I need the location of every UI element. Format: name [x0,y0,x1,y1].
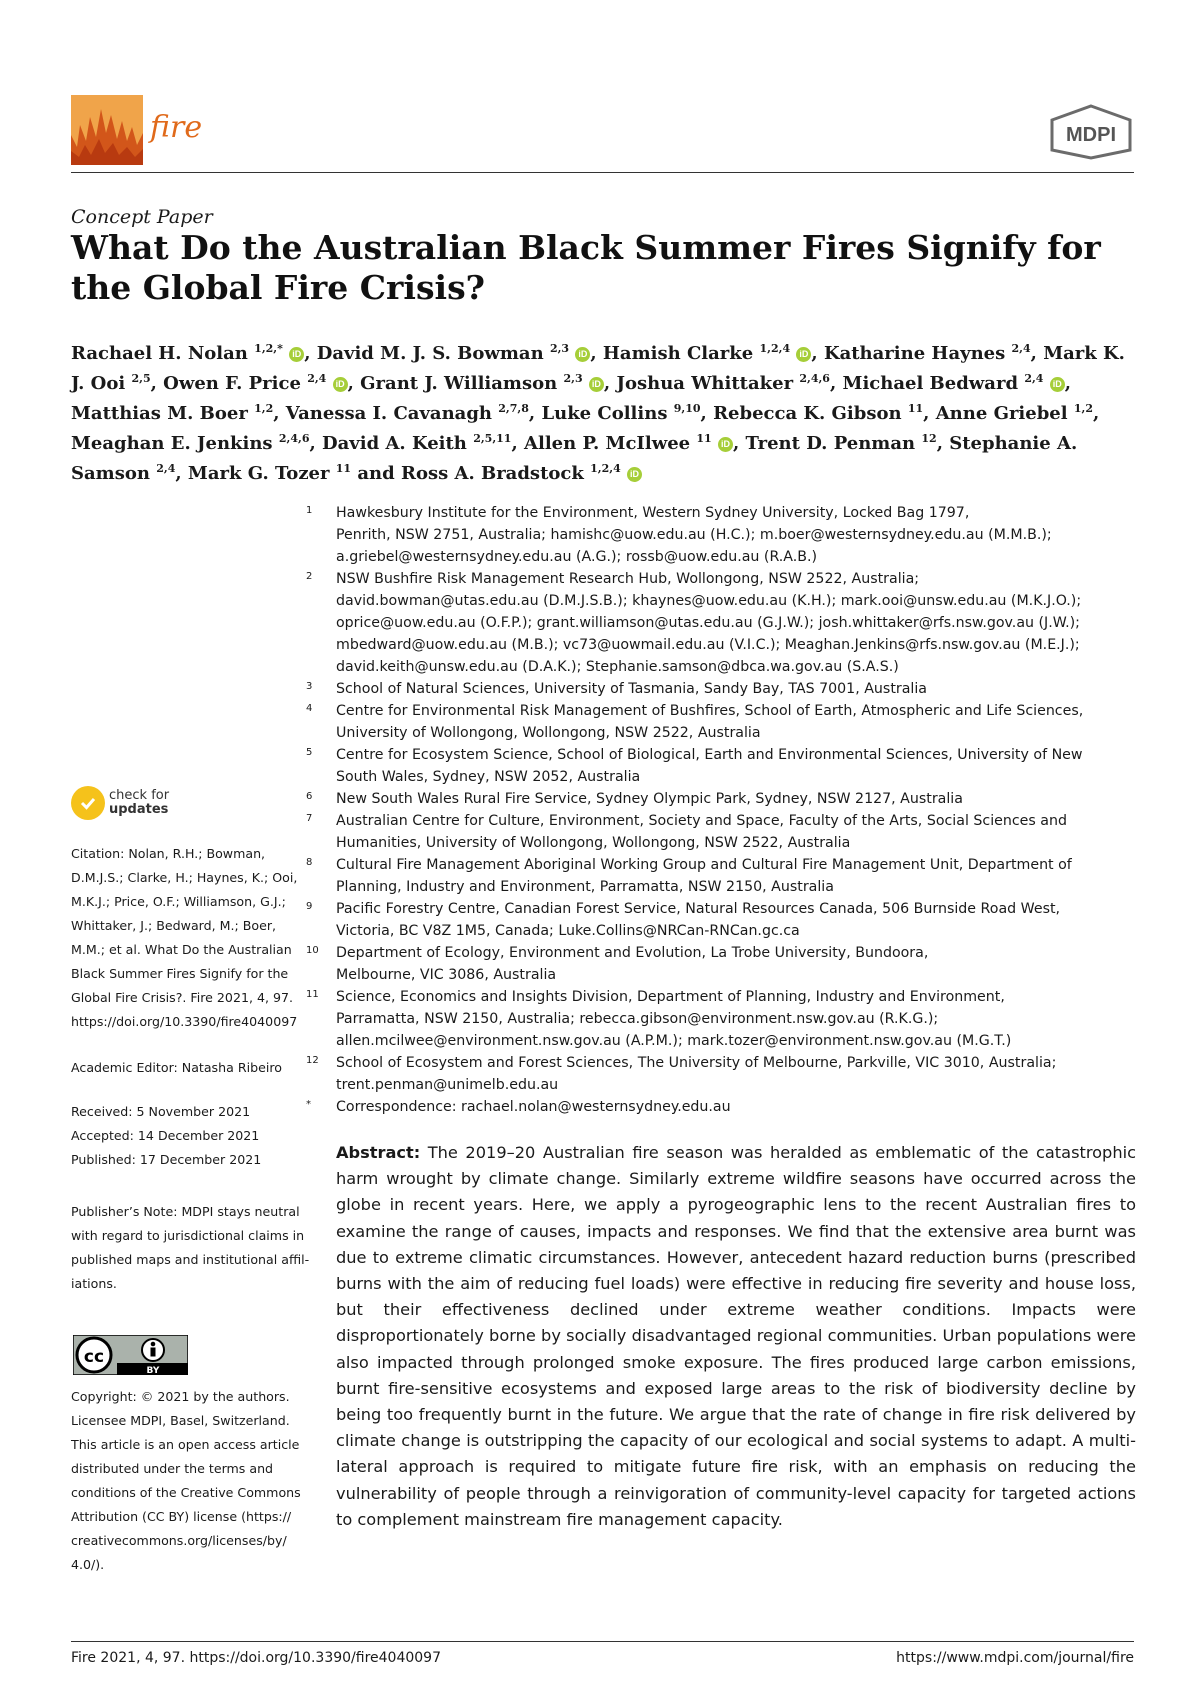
author-name: Allen P. McIlwee [524,433,691,454]
affiliation-line: Science, Economics and Insights Division, Department of Planning, Industry and Environment, [336,989,1005,1005]
affiliation-line: Cultural Fire Management Aboriginal Working Group and Cultural Fire Management Unit, Department of [336,857,1072,873]
author-affiliation-sup: 1,2,4 [759,342,791,355]
affiliation-line: mbedward@uow.edu.au (M.B.); vc73@uowmail.edu.au (V.I.C.); Meaghan.Jenkins@rfs.nsw.gov.au (M.E.J.); [336,637,1080,653]
affiliation-number: 7 [306,813,313,824]
affiliation-item [306,788,1136,810]
author-affiliation-sup: 9,10 [673,402,701,415]
affiliation-number: 12 [306,1055,319,1066]
affiliation-item [306,898,1136,942]
author-affiliation-sup: 2,3 [549,342,570,355]
check-for-updates-badge[interactable] [71,786,169,820]
affiliation-item [306,502,1136,568]
cc-by-license-icon [73,1335,188,1375]
author-affiliation-sup: 11 [907,402,924,415]
fire-journal-logo-icon [71,95,143,165]
mdpi-logo-text: MDPI [1066,124,1116,146]
author-name: Rebecca K. Gibson [713,403,902,424]
author-conjunction: and [357,463,395,484]
journal-name: fire [150,110,203,145]
affiliation-item [306,1096,1136,1118]
footer-journal-link[interactable]: https://www.mdpi.com/journal/fire [896,1650,1134,1666]
author-affiliation-sup: 12 [921,432,937,445]
orcid-icon[interactable]: iD [1050,377,1065,392]
copyright-block [71,1385,316,1577]
affiliations-list [306,502,1136,1118]
author-name: David M. J. S. Bowman [316,343,544,364]
affiliation-item [306,568,1136,678]
abstract [336,1140,1136,1533]
author-name: Michael Bedward [842,373,1019,394]
author-affiliation-sup: 2,7,8 [498,402,529,415]
affiliation-line: Planning, Industry and Environment, Parramatta, NSW 2150, Australia [336,879,834,895]
updates-label: updates [109,802,169,817]
affiliation-line: Hawkesbury Institute for the Environment, Western Sydney University, Locked Bag 1797, [336,505,970,521]
affiliation-number: 2 [306,571,313,582]
author-affiliation-sup: 11 [696,432,712,445]
author-name: Anne Griebel [935,403,1068,424]
affiliation-line: Victoria, BC V8Z 1M5, Canada; Luke.Collins@NRCan-RNCan.gc.ca [336,923,800,939]
date-line: Accepted: 14 December 2021 [71,1128,260,1143]
copyright-line: Copyright: © 2021 by the authors. [71,1389,290,1404]
check-for-label: check for [109,788,170,803]
citation-line: Whittaker, J.; Bedward, M.; Boer, [71,918,277,933]
affiliation-line: Pacific Forestry Centre, Canadian Forest Service, Natural Resources Canada, 506 Burnside Road West, [336,901,1061,917]
author-name: Owen F. Price [163,373,301,394]
publishers-note-line: with regard to jurisdictional claims in [71,1228,305,1243]
publishers-note-line: iations. [71,1276,117,1291]
author-name: Mark K. J. Ooi [71,343,1125,394]
citation-line: M.K.J.; Price, O.F.; Williamson, G.J.; [71,894,286,909]
affiliation-number: 1 [306,505,313,516]
publishers-note [71,1200,316,1296]
author-list: Rachael H. Nolan $^{1,2,*}$ iD , David M. J. S. Bowman $^{2,3}$ iD , Hamish Clarke $^{1,2,4}$ iD , Katharine Haynes $^{2,4}$, Mark K. J. Ooi $^{2,5}$, Owen F. Price $^{2,4}$ iD , Grant J. Williamson $^{2,3}$ iD , Joshua Whittaker $^{2,4,6}$, Michael Bedward $^{2,4}$ iD , Matthias M. Boer $^{1,2}$, Vanessa I. Cavanagh $^{2,7,8}$, Luke Collins $^{9,10}$, Rebecca K. Gibson $^{11}$, Anne Griebel $^{1,2}$, Meaghan E. Jenkins $^{2,4,6}$, David A. Keith $^{2,5,11}$, Allen P. McIlwee $^{11}$ iD , Trent D. Penman $^{12}$, Stephanie A. Samson $^{2,4}$, Mark G. Tozer $^{11}$ and Ross A. Bradstock $^{1,2,4}$ iD [71,342,1125,484]
affiliation-line: School of Natural Sciences, University of Tasmania, Sandy Bay, TAS 7001, Australia [336,681,927,697]
affiliation-number: 3 [306,681,313,692]
author-affiliation-sup: 2,4 [307,372,327,385]
date-line: Published: 17 December 2021 [71,1152,262,1167]
mdpi-logo-icon [1048,104,1134,160]
affiliation-line: allen.mcilwee@environment.nsw.gov.au (A.P.M.); mark.tozer@environment.nsw.gov.au (M.G.T.) [336,1033,1012,1049]
citation-line: https://doi.org/10.3390/fire4040097 [71,1014,298,1029]
header-rule [71,172,1134,173]
abstract-text: The 2019–20 Australian fire season was heralded as emblematic of the catastrophic harm wrought by climate change. Similarly extreme wildfire seasons have occurred across the globe in recent years. Here, we apply a pyrogeographic lens to the recent Australian fires to examine the range of causes, impacts and responses. We find that the extensive area burnt was due to extreme climatic circumstances. However, antecedent hazard reduction burns (prescribed burns with the aim of reducing fuel loads) were effective in reducing fire severity and house loss, but their effectiveness declined under extreme weather conditions. Impacts were disproportionately borne by socially disadvantaged regional communities. Urban populations were also impacted through prolonged smoke exposure. The fires produced large carbon emissions, burnt fire-sensitive ecosystems and exposed large areas to the risk of biodiversity decline by being too frequently burnt in the future. We argue that the rate of change in fire risk delivered by climate change is outstripping the capacity of our ecological and social systems to adapt. A multi-lateral approach is required to mitigate future fire risk, with an emphasis on reducing the vulnerability of people through a reinvigoration of community-level capacity for targeted actions to complement mainstream fire management capacity. [336,1143,1136,1529]
author-name: Hamish Clarke [602,343,754,364]
orcid-icon[interactable]: iD [575,347,590,362]
orcid-icon[interactable]: iD [718,437,733,452]
affiliation-line: Parramatta, NSW 2150, Australia; rebecca.gibson@environment.nsw.gov.au (R.K.G.); [336,1011,939,1027]
author-name: Trent D. Penman [745,433,916,454]
footer-rule [71,1641,1134,1642]
copyright-line: distributed under the terms and [71,1461,274,1476]
affiliation-item [306,810,1136,854]
author-name: Ross A. Bradstock [400,463,584,484]
author-name: Matthias M. Boer [71,403,248,424]
author-affiliation-sup: 1,2 [254,402,274,415]
affiliation-line: david.bowman@utas.edu.au (D.M.J.S.B.); khaynes@uow.edu.au (K.H.); mark.ooi@unsw.edu.au (M.K.J.O.); [336,593,1082,609]
author-affiliation-sup: 1,2 [1073,402,1094,415]
author-affiliation-sup: 2,4 [1011,342,1031,355]
affiliation-item [306,744,1136,788]
affiliation-line: Australian Centre for Culture, Environment, Society and Space, Faculty of the Arts, Social Sciences and [336,813,1067,829]
paper-title: What Do the Australian Black Summer Fires Signify for the Global Fire Crisis? [71,228,1101,307]
author-affiliation-sup: 2,5,11 [473,432,512,445]
author-name: Joshua Whittaker [616,373,794,394]
affiliation-line: Centre for Ecosystem Science, School of Biological, Earth and Environmental Sciences, University of New [336,747,1083,763]
orcid-icon[interactable]: iD [333,377,348,392]
affiliation-line: New South Wales Rural Fire Service, Sydney Olympic Park, Sydney, NSW 2127, Australia [336,791,963,807]
affiliation-number: 4 [306,703,313,714]
author-name: Katharine Haynes [823,343,1006,364]
copyright-line: Licensee MDPI, Basel, Switzerland. [71,1413,290,1428]
affiliation-number: 11 [306,989,319,1000]
author-name: Stephanie A. Samson [71,433,1078,484]
copyright-line: Attribution (CC BY) license (https:// [71,1509,292,1524]
affiliation-item [306,854,1136,898]
academic-editor: Academic Editor: Natasha Ribeiro [71,1060,282,1075]
author-affiliation-sup: 2,4 [156,462,176,475]
date-line: Received: 5 November 2021 [71,1104,251,1119]
author-name: David A. Keith [322,433,467,454]
affiliation-line: Melbourne, VIC 3086, Australia [336,967,557,983]
affiliation-line: University of Wollongong, Wollongong, NSW 2522, Australia [336,725,761,741]
citation-line: Global Fire Crisis?. Fire 2021, 4, 97. [71,990,294,1005]
publishers-note-line: Publisher’s Note: MDPI stays neutral [71,1204,300,1219]
affiliation-line: South Wales, Sydney, NSW 2052, Australia [336,769,641,785]
affiliation-item [306,700,1136,744]
publication-dates [71,1100,316,1172]
affiliation-line: Penrith, NSW 2751, Australia; hamishc@uow.edu.au (H.C.); m.boer@westernsydney.edu.au (M.M.B.); [336,527,1052,543]
copyright-line: This article is an open access article [71,1437,300,1452]
author-name: Rachael H. Nolan [71,343,248,364]
citation-line: Black Summer Fires Signify for the [71,966,289,981]
affiliation-line: Correspondence: rachael.nolan@westernsydney.edu.au [336,1099,731,1115]
author-name: Grant J. Williamson [360,373,558,394]
affiliation-line: School of Ecosystem and Forest Sciences, The University of Melbourne, Parkville, VIC 3010, Australia; [336,1055,1057,1071]
affiliation-number: 8 [306,857,313,868]
citation-line: D.M.J.S.; Clarke, H.; Haynes, K.; Ooi, [71,870,298,885]
author-affiliation-sup: 1,2,4 [590,462,621,475]
orcid-icon[interactable]: iD [627,467,642,482]
author-affiliation-sup: 2,5 [131,372,151,385]
cc-glyph: cc [83,1347,105,1367]
affiliation-item [306,942,1136,986]
orcid-icon[interactable]: iD [589,377,604,392]
copyright-line: creativecommons.org/licenses/by/ [71,1533,287,1548]
affiliation-line: NSW Bushfire Risk Management Research Hub, Wollongong, NSW 2522, Australia; [336,571,920,587]
affiliation-number: * [306,1099,311,1110]
affiliation-line: Humanities, University of Wollongong, Wollongong, NSW 2522, Australia [336,835,851,851]
author-affiliation-sup: 2,4 [1024,372,1044,385]
affiliation-number: 9 [306,901,313,912]
copyright-line: conditions of the Creative Commons [71,1485,301,1500]
by-glyph: BY [146,1366,160,1375]
affiliation-line: trent.penman@unimelb.edu.au [336,1077,559,1093]
affiliation-line: Centre for Environmental Risk Management of Bushfires, School of Earth, Atmospheric and Life Sciences, [336,703,1084,719]
affiliation-item [306,986,1136,1052]
publishers-note-line: published maps and institutional affil- [71,1252,310,1267]
affiliation-line: a.griebel@westernsydney.edu.au (A.G.); rossb@uow.edu.au (R.A.B.) [336,549,818,565]
author-name: Vanessa I. Cavanagh [285,403,492,424]
abstract-label: Abstract: [336,1143,421,1162]
checkmark-icon [71,786,105,820]
paper-type: Concept Paper [71,206,213,228]
orcid-icon[interactable]: iD [796,347,811,362]
affiliation-number: 6 [306,791,313,802]
author-affiliation-sup: 2,3 [563,372,583,385]
affiliation-line: Department of Ecology, Environment and Evolution, La Trobe University, Bundoora, [336,945,929,961]
copyright-line: 4.0/). [71,1557,105,1572]
affiliation-number: 5 [306,747,313,758]
footer-citation: Fire 2021, 4, 97. https://doi.org/10.3390/fire4040097 [71,1650,441,1666]
author-name: Luke Collins [541,403,668,424]
author-affiliation-sup: 11 [335,462,352,475]
affiliation-line: david.keith@unsw.edu.au (D.A.K.); Stephanie.samson@dbca.wa.gov.au (S.A.S.) [336,659,899,675]
affiliation-item [306,1052,1136,1096]
orcid-icon[interactable]: iD [289,347,304,362]
author-affiliation-sup: 1,2,* [254,342,283,355]
author-affiliation-sup: 2,4,6 [278,432,310,445]
citation-block [71,842,316,1034]
citation-line: M.M.; et al. What Do the Australian [71,942,292,957]
citation-line: Citation: Nolan, R.H.; Bowman, [71,846,266,861]
affiliation-item [306,678,1136,700]
author-affiliation-sup: 2,4,6 [799,372,830,385]
author-name: Mark G. Tozer [187,463,330,484]
author-name: Meaghan E. Jenkins [71,433,273,454]
affiliation-line: oprice@uow.edu.au (O.F.P.); grant.williamson@utas.edu.au (G.J.W.); josh.whittaker@rfs.nsw.gov.au (J.W.); [336,615,1080,631]
affiliation-number: 10 [306,945,319,956]
